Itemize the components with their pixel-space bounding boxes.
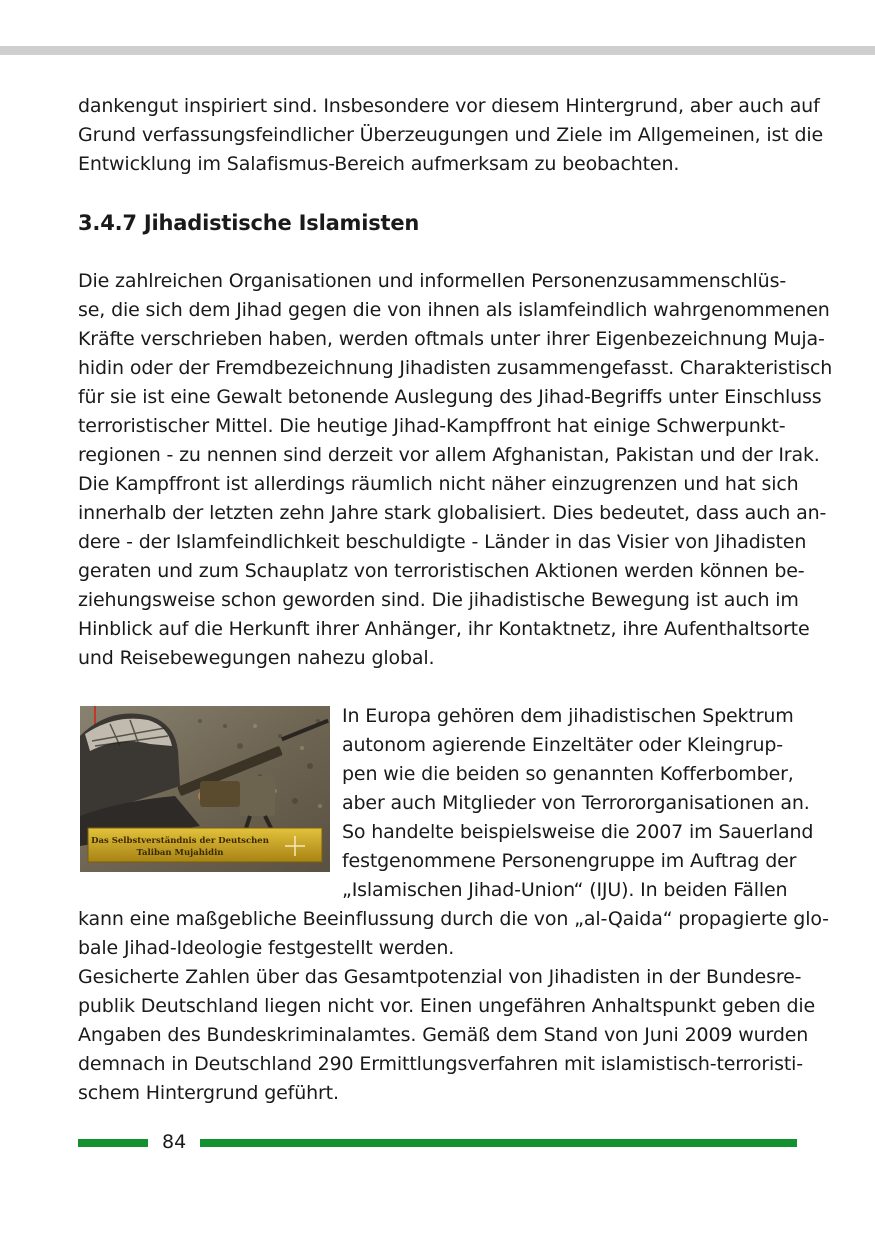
paragraph-line: innerhalb der letzten zehn Jahre stark globalisiert. Dies bedeutet, dass auch an- bbox=[78, 502, 827, 524]
image-caption-line: Taliban Mujahidin bbox=[136, 848, 224, 858]
footer-rule-left bbox=[78, 1139, 148, 1147]
paragraph-line: Die Kampffront ist allerdings räumlich nicht näher einzugrenzen und hat sich bbox=[78, 473, 799, 495]
paragraph-line: autonom agierende Einzeltäter oder Kleingrup- bbox=[342, 734, 783, 756]
paragraph-line: publik Deutschland liegen nicht vor. Einen ungefähren Anhaltspunkt geben die bbox=[78, 995, 816, 1017]
paragraph-line: geraten und zum Schauplatz von terroristischen Aktionen werden können be- bbox=[78, 560, 805, 582]
paragraph-line: se, die sich dem Jihad gegen die von ihnen als islamfeindlich wahrgenommenen bbox=[78, 299, 830, 321]
paragraph-line: So handelte beispielsweise die 2007 im Sauerland bbox=[342, 821, 814, 843]
body-line: Entwicklung im Salafismus-Bereich aufmerksam zu beobachten. bbox=[78, 153, 680, 175]
body-line: dankengut inspiriert sind. Insbesondere vor diesem Hintergrund, aber auch auf bbox=[78, 95, 820, 117]
paragraph-line: schem Hintergrund geführt. bbox=[78, 1082, 339, 1104]
paragraph-line: für sie ist eine Gewalt betonende Auslegung des Jihad-Begriffs unter Einschluss bbox=[78, 386, 822, 408]
paragraph-line: Angaben des Bundeskriminalamtes. Gemäß dem Stand von Juni 2009 wurden bbox=[78, 1024, 809, 1046]
paragraph-line: ziehungsweise schon geworden sind. Die jihadistische Bewegung ist auch im bbox=[78, 589, 799, 611]
paragraph-line: dere - der Islamfeindlichkeit beschuldigte - Länder in das Visier von Jihadisten bbox=[78, 531, 807, 553]
body-line: Grund verfassungsfeindlicher Überzeugungen und Ziele im Allgemeinen, ist die bbox=[78, 124, 824, 146]
paragraph-line: Die zahlreichen Organisationen und informellen Personenzusammenschlüs- bbox=[78, 270, 787, 292]
paragraph-line: kann eine maßgebliche Beeinflussung durch die von „al-Qaida“ propagierte glo- bbox=[78, 908, 829, 930]
paragraph-line: bale Jihad-Ideologie festgestellt werden. bbox=[78, 937, 455, 959]
video-still-image bbox=[80, 706, 330, 872]
page-number: 84 bbox=[162, 1131, 187, 1153]
paragraph-line: aber auch Mitglieder von Terrororganisationen an. bbox=[342, 792, 810, 814]
paragraph-line: terroristischer Mittel. Die heutige Jihad-Kampffront hat einige Schwerpunkt- bbox=[78, 415, 786, 437]
paragraph-line: regionen - zu nennen sind derzeit vor allem Afghanistan, Pakistan und der Irak. bbox=[78, 444, 820, 466]
footer-rule-right bbox=[200, 1139, 797, 1147]
paragraph-line: Hinblick auf die Herkunft ihrer Anhänger, ihr Kontaktnetz, ihre Aufenthaltsorte bbox=[78, 618, 810, 640]
paragraph-line: Kräfte verschrieben haben, werden oftmals unter ihrer Eigenbezeichnung Muja- bbox=[78, 328, 825, 350]
paragraph-line: und Reisebewegungen nahezu global. bbox=[78, 647, 435, 669]
paragraph-line: demnach in Deutschland 290 Ermittlungsverfahren mit islamistisch-terroristi- bbox=[78, 1053, 804, 1075]
paragraph-line: In Europa gehören dem jihadistischen Spektrum bbox=[342, 705, 794, 727]
paragraph-line: pen wie die beiden so genannten Kofferbomber, bbox=[342, 763, 794, 785]
section-heading: 3.4.7 Jihadistische Islamisten bbox=[78, 211, 420, 235]
image-caption-line: Das Selbstverständnis der Deutschen bbox=[91, 836, 269, 846]
paragraph-line: „Islamischen Jihad-Union“ (IJU). In beiden Fällen bbox=[342, 879, 788, 901]
top-divider bbox=[0, 46, 875, 55]
paragraph-line: hidin oder der Fremdbezeichnung Jihadisten zusammengefasst. Charakteristisch bbox=[78, 357, 833, 379]
paragraph-line: festgenommene Personengruppe im Auftrag der bbox=[342, 850, 797, 872]
paragraph-line: Gesicherte Zahlen über das Gesamtpotenzial von Jihadisten in der Bundesre- bbox=[78, 966, 802, 988]
